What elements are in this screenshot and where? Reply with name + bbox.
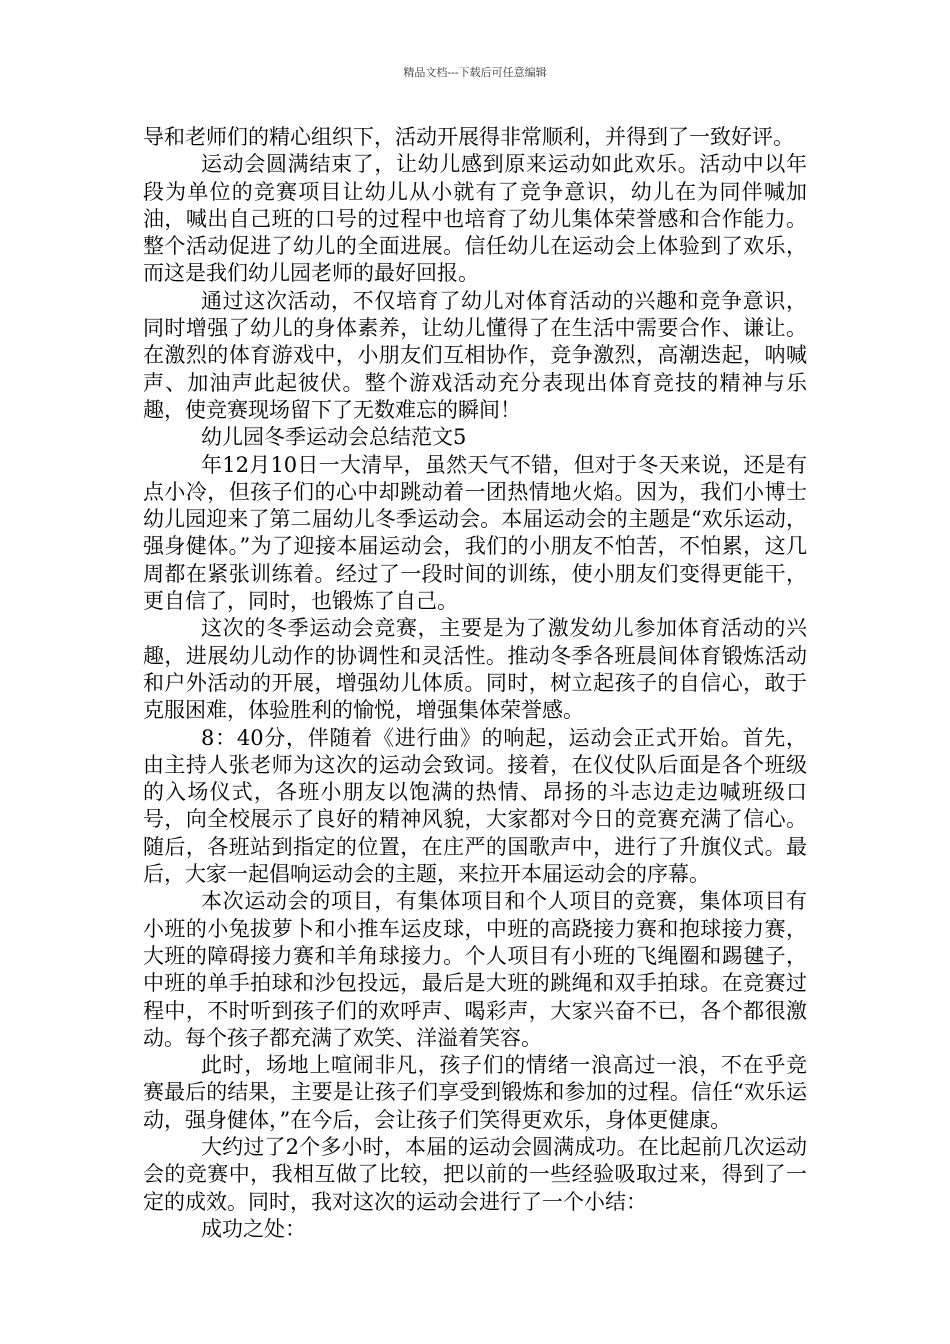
paragraph-9: 大约过了2个多小时，本届的运动会圆满成功。在比起前几次运动会的竞赛中，我相互做了比较，把以前的一些经验吸取过来，得到了一定的成效。同时，我对这次的运动会进行了一个小结： xyxy=(143,1134,807,1214)
section-heading: 幼儿园冬季运动会总结范文5 xyxy=(201,425,467,450)
document-body xyxy=(143,124,807,1243)
paragraph-8: 此时，场地上喧闹非凡，孩子们的情绪一浪高过一浪，不在乎竞赛最后的结果，主要是让孩子们享受到锻炼和参加的过程。信任“欢乐运动，强身健体，”在今后，会让孩子们笑得更欢乐，身体更健康。 xyxy=(143,1053,807,1132)
paragraph-3: 通过这次活动，不仅培育了幼儿对体育活动的兴趣和竞争意识，同时增强了幼儿的身体素养，让幼儿懂得了在生活中需要合作、谦让。在激烈的体育游戏中，小朋友们互相协作，竞争激烈，高潮迭起，呐喊声、加油声此起彼伏。整个游戏活动充分表现出体育竞技的精神与乐趣，使竞赛现场留下了无数难忘的瞬间！ xyxy=(143,288,807,422)
paragraph-10: 成功之处： xyxy=(201,1216,306,1241)
paragraph-5: 这次的冬季运动会竞赛，主要是为了激发幼儿参加体育活动的兴趣，进展幼儿动作的协调性和灵活性。推动冬季各班晨间体育锻炼活动和户外活动的开展，增强幼儿体质。同时，树立起孩子的自信心，敢于克服困难，体验胜利的愉悦，增强集体荣誉感。 xyxy=(143,616,807,723)
paragraph-4: 年12月10日一大清早，虽然天气不错，但对于冬天来说，还是有点小冷，但孩子们的心中却跳动着一团热情地火焰。因为，我们小博士幼儿园迎来了第二届幼儿冬季运动会。本届运动会的主题是“欢乐运动，强身健体。”为了迎接本届运动会，我们的小朋友不怕苦，不怕累，这几周都在紧张训练着。经过了一段时间的训练，使小朋友们变得更能干，更自信了，同时，也锻炼了自己。 xyxy=(143,452,807,614)
paragraph-6: 8：40分，伴随着《进行曲》的响起，运动会正式开始。首先，由主持人张老师为这次的运动会致词。接着，在仪仗队后面是各个班级的入场仪式，各班小朋友以饱满的热情、昂扬的斗志边走边喊班级口号，向全校展示了良好的精神风貌，大家都对今日的竞赛充满了信心。随后，各班站到指定的位置，在庄严的国歌声中，进行了升旗仪式。最后，大家一起倡响运动会的主题，来拉开本届运动会的序幕。 xyxy=(143,725,807,887)
paragraph-2: 运动会圆满结束了，让幼儿感到原来运动如此欢乐。活动中以年段为单位的竞赛项目让幼儿从小就有了竞争意识，幼儿在为同伴喊加油，喊出自己班的口号的过程中也培育了幼儿集体荣誉感和合作能力。整个活动促进了幼儿的全面进展。信任幼儿在运动会上体验到了欢乐，而这是我们幼儿园老师的最好回报。 xyxy=(143,152,807,286)
paragraph-7: 本次运动会的项目，有集体项目和个人项目的竞赛，集体项目有小班的小兔拔萝卜和小推车运皮球，中班的高跷接力赛和抱球接力赛，大班的障碍接力赛和羊角球接力。个人项目有小班的飞绳圈和踢毽子，中班的单手拍球和沙包投远，最后是大班的跳绳和双手拍球。在竞赛过程中，不时听到孩子们的欢呼声、喝彩声，大家兴奋不已，各个都很激动。每个孩子都充满了欢笑、洋溢着笑容。 xyxy=(143,889,807,1050)
paragraph-1: 导和老师们的精心组织下，活动开展得非常顺利，并得到了一致好评。 xyxy=(143,125,794,149)
page-header: 精品文档---下载后可任意编辑 xyxy=(403,66,547,79)
